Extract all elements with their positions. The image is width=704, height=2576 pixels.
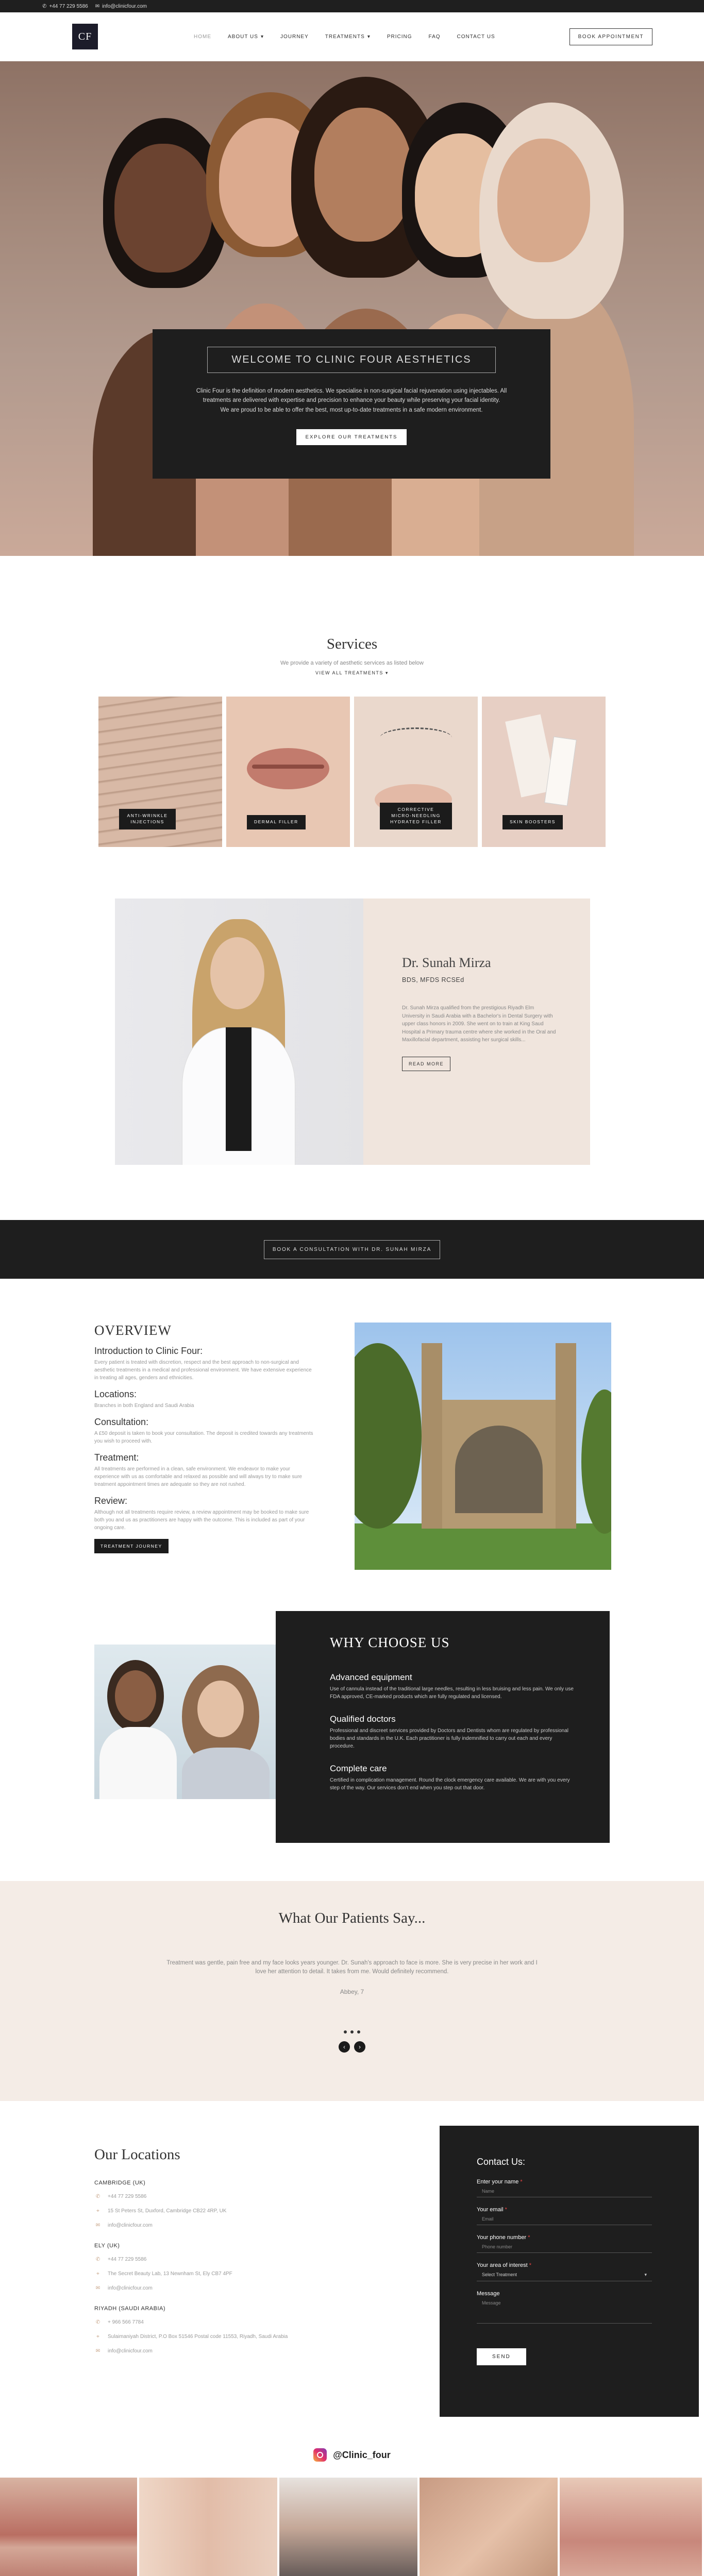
locations-list: [94, 2126, 326, 2421]
name-field-label: Enter your name *: [477, 2179, 523, 2185]
why-paragraph: Professional and discreet services provided by Doctors and Dentists whom are regulated by professional bodies and standards in the U.K. Each practitioner is fully indemnified to carry out each and every procedure.: [330, 1728, 569, 1749]
service-card-anti-wrinkle[interactable]: [98, 697, 222, 847]
phone-field[interactable]: Phone number: [477, 2241, 652, 2253]
map-pin-icon: ⌖: [96, 2208, 99, 2214]
welcome-panel: [153, 329, 550, 479]
doctor-patient-image: [94, 1645, 276, 1799]
phone-icon: ✆: [95, 2257, 100, 2262]
nav-item-about[interactable]: ABOUT US ▾: [228, 33, 264, 40]
service-card-label: ANTI-WRINKLE INJECTIONS: [119, 809, 176, 829]
consultation-banner: [0, 1220, 704, 1279]
chevron-down-icon: ▾: [644, 2272, 647, 2277]
service-card-label: DERMAL FILLER: [247, 815, 306, 829]
instagram-grid: [0, 2478, 704, 2576]
location-email[interactable]: ✉ info@clinicfour.com: [94, 2348, 326, 2355]
nav-item-treatments[interactable]: TREATMENTS ▾: [325, 33, 371, 40]
top-bar: [0, 0, 704, 12]
logo[interactable]: CF: [72, 24, 98, 49]
nav-item-pricing[interactable]: PRICING: [387, 33, 412, 40]
chevron-down-icon: ▾: [260, 33, 264, 40]
why-choose-us-panel: [276, 1611, 610, 1843]
treatment-journey-button[interactable]: TREATMENT JOURNEY: [94, 1539, 169, 1553]
topbar-phone[interactable]: ✆ +44 77 229 5586: [42, 3, 88, 9]
nav-item-journey[interactable]: JOURNEY: [280, 33, 309, 40]
phone-icon: ✆: [42, 3, 47, 9]
doctor-bio: Dr. Sunah Mirza qualified from the prestigious Riyadh Elm University in Saudi Arabia with a Bachelor's in Dental Surgery with upper class honors in 2009. She went on to train at King Saud Hospital a Primary trauma centre where she worked in the Oral and Maxillofacial department, assisting her surgical skills...: [402, 1005, 556, 1043]
topbar-email[interactable]: ✉ info@clinicfour.com: [95, 3, 147, 9]
contact-form-title: Contact Us:: [477, 2157, 526, 2167]
phone-icon: ✆: [95, 2319, 100, 2325]
overview-text: [94, 1323, 321, 1580]
nav-menu: [186, 34, 504, 40]
book-appointment-button[interactable]: BOOK APPOINTMENT: [569, 28, 652, 45]
instagram-header[interactable]: [0, 2439, 704, 2470]
welcome-text: Clinic Four is the definition of modern aesthetics. We specialise in non-surgical facial rejuvenation using injectables. All treatments are delivered with expertise and precision to enhance your beauty while preserving your facial identity.: [196, 388, 507, 404]
carousel-dot[interactable]: [357, 2030, 360, 2033]
contact-form: [440, 2126, 699, 2417]
chevron-down-icon: ▾: [367, 33, 371, 40]
overview-heading: Consultation:: [94, 1417, 149, 1427]
message-field[interactable]: Message: [477, 2297, 652, 2324]
instagram-post[interactable]: [139, 2478, 277, 2576]
explore-treatments-button[interactable]: EXPLORE OUR TREATMENTS: [296, 429, 407, 445]
carousel-dots: [0, 2030, 704, 2033]
overview-heading: Treatment:: [94, 1452, 139, 1463]
welcome-text-2: We are proud to be able to offer the best, most up-to-date treatments in a safe modern environment.: [220, 406, 483, 413]
locations-section: [0, 2101, 704, 2421]
hero-section: [0, 61, 704, 556]
service-cards: [0, 697, 704, 847]
instagram-post[interactable]: [279, 2478, 417, 2576]
service-card-skin-boosters[interactable]: [482, 697, 606, 847]
why-choose-us-section: [0, 1611, 704, 1843]
carousel-dot[interactable]: [344, 2030, 347, 2033]
carousel-dot[interactable]: [350, 2030, 354, 2033]
overview-paragraph: Branches in both England and Saudi Arabia: [94, 1403, 194, 1409]
service-card-label: SKIN BOOSTERS: [502, 815, 563, 829]
main-navigation: [0, 12, 704, 61]
book-consultation-button[interactable]: BOOK A CONSULTATION WITH DR. SUNAH MIRZA: [264, 1240, 440, 1259]
interest-select[interactable]: Select Treatment ▾: [477, 2268, 652, 2281]
email-field-label: Your email *: [477, 2207, 507, 2213]
overview-heading: Review:: [94, 1496, 128, 1506]
why-heading: Complete care: [330, 1764, 387, 1773]
mail-icon: ✉: [95, 2348, 100, 2354]
testimonial-author: Abbey, 7: [340, 1988, 364, 1995]
view-all-treatments-link[interactable]: VIEW ALL TREATMENTS ▾: [315, 670, 389, 675]
location-name: RIYADH (SAUDI ARABIA): [94, 2306, 166, 2312]
email-field[interactable]: Email: [477, 2213, 652, 2225]
testimonials-section: [0, 1881, 704, 2101]
overview-paragraph: Every patient is treated with discretion, respect and the best approach to non-surgical and aesthetic treatments in a medical and professional environment. We have extensive experience in treating all ages, genders and ethnicities.: [94, 1360, 312, 1381]
doctor-photo: [115, 899, 363, 1165]
cambridge-chapel-image: [355, 1323, 611, 1570]
why-paragraph: Certified in complication management. Round the clock emergency care available. We are with you every step of the way. Our services don't end when you step out that door.: [330, 1777, 570, 1791]
why-title: WHY CHOOSE US: [330, 1635, 450, 1650]
interest-select-label: Your area of interest *: [477, 2262, 531, 2268]
instagram-post[interactable]: [0, 2478, 137, 2576]
doctor-name: Dr. Sunah Mirza: [402, 955, 491, 970]
location-address: ⌖ The Secret Beauty Lab, 13 Newnham St, Ely CB7 4PF: [94, 2270, 326, 2278]
map-pin-icon: ⌖: [96, 2271, 99, 2277]
nav-item-faq[interactable]: FAQ: [428, 33, 441, 40]
why-paragraph: Use of cannula instead of the traditional large needles, resulting in less bruising and less pain. We only use FDA approved, CE-marked products which are fully regulated and licensed.: [330, 1686, 574, 1700]
instagram-icon: [313, 2448, 327, 2462]
carousel-arrows: [0, 2041, 704, 2053]
phone-field-label: Your phone number *: [477, 2234, 530, 2241]
services-section: [0, 556, 704, 847]
phone-icon: ✆: [95, 2194, 100, 2199]
message-field-label: Message: [477, 2291, 500, 2297]
doctor-info: [363, 899, 590, 1165]
testimonials-title: What Our Patients Say...: [278, 1910, 426, 1926]
service-card-micro-needling[interactable]: [354, 697, 478, 847]
location-phone[interactable]: ✆ +44 77 229 5586: [94, 2193, 326, 2200]
services-title: Services: [326, 636, 378, 652]
mail-icon: ✉: [95, 2285, 100, 2291]
arrow-left-icon[interactable]: ‹: [339, 2041, 350, 2053]
welcome-title: WELCOME TO CLINIC FOUR AESTHETICS: [207, 347, 495, 373]
location-address: ⌖ Sulaimaniyah District, P.O Box 51546 Postal code 11553, Riyadh, Saudi Arabia: [94, 2333, 326, 2341]
location-name: CAMBRIDGE (UK): [94, 2180, 146, 2186]
overview-heading: Introduction to Clinic Four:: [94, 1346, 203, 1356]
send-button[interactable]: SEND: [477, 2348, 526, 2365]
overview-section: [0, 1279, 704, 1580]
instagram-post[interactable]: [420, 2478, 558, 2576]
nav-item-contact[interactable]: CONTACT US: [457, 33, 495, 40]
overview-title: OVERVIEW: [94, 1323, 172, 1338]
arrow-right-icon[interactable]: ›: [354, 2041, 365, 2053]
doctor-section: [115, 899, 590, 1165]
service-card-label: CORRECTIVE MICRO-NEEDLING HYDRATED FILLER: [380, 803, 452, 829]
read-more-button[interactable]: READ MORE: [402, 1057, 450, 1071]
map-pin-icon: ⌖: [96, 2334, 99, 2340]
overview-paragraph: Although not all treatments require review, a review appointment may be booked to make sure both you and us as practitioners are happy with the outcome. This is included as part of your ongoing care.: [94, 1510, 309, 1531]
name-field[interactable]: Name: [477, 2185, 652, 2197]
location-phone[interactable]: ✆ +44 77 229 5586: [94, 2256, 326, 2263]
mail-icon: ✉: [95, 3, 100, 9]
locations-title: Our Locations: [94, 2146, 180, 2163]
overview-paragraph: All treatments are performed in a clean, safe environment. We endeavor to make your experience with us as comfortable and relaxed as possible and will always try to make sure treatment appointment times are adequate so they are not rushed.: [94, 1466, 302, 1487]
doctor-qualifications: BDS, MFDS RCSEd: [402, 976, 464, 984]
overview-heading: Locations:: [94, 1389, 137, 1399]
location-address: ⌖ 15 St Peters St, Duxford, Cambridge CB22 4RP, UK: [94, 2208, 326, 2215]
service-card-dermal-filler[interactable]: [226, 697, 350, 847]
services-subtitle: We provide a variety of aesthetic services as listed below: [280, 660, 424, 666]
hero-image: [0, 61, 704, 556]
chevron-down-icon: ▾: [385, 670, 389, 675]
why-heading: Qualified doctors: [330, 1714, 396, 1724]
location-email[interactable]: ✉ info@clinicfour.com: [94, 2222, 326, 2229]
instagram-handle: @Clinic_four: [333, 2449, 391, 2460]
location-email[interactable]: ✉ info@clinicfour.com: [94, 2285, 326, 2292]
location-name: ELY (UK): [94, 2243, 120, 2249]
testimonial-quote: Treatment was gentle, pain free and my face looks years younger. Dr. Sunah's approach to face is more. She is very precise in her work and I love her attention to detail. It takes from me. Would definitely recommend.: [166, 1960, 538, 1975]
location-phone[interactable]: ✆ + 966 566 7784: [94, 2319, 326, 2326]
nav-item-home[interactable]: HOME: [194, 33, 211, 40]
mail-icon: ✉: [95, 2223, 100, 2228]
why-heading: Advanced equipment: [330, 1672, 412, 1682]
overview-paragraph: A £50 deposit is taken to book your consultation. The deposit is credited towards any treatments you wish to proceed with.: [94, 1431, 313, 1444]
instagram-post[interactable]: [560, 2478, 702, 2576]
